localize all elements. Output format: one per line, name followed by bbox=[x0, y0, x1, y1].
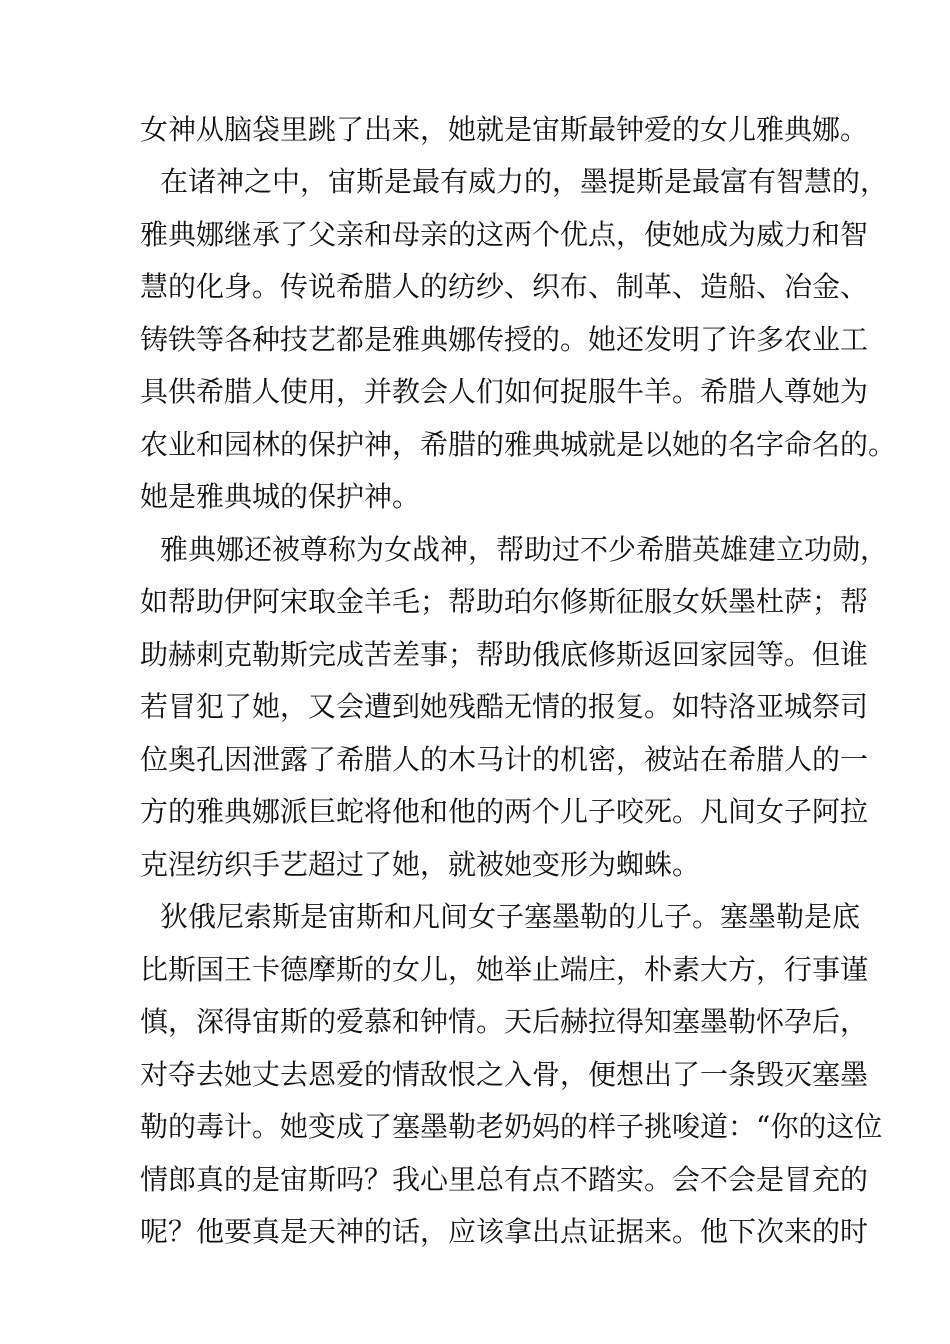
text-line: 勒的毒计。她变成了塞墨勒老奶妈的样子挑唆道：“你的这位 bbox=[140, 1110, 883, 1143]
text-line: 方的雅典娜派巨蛇将他和他的两个儿子咬死。凡间女子阿拉 bbox=[140, 795, 869, 828]
text-line: 农业和园林的保护神，希腊的雅典城就是以她的名字命名的。 bbox=[140, 428, 897, 461]
text-line: 助赫刺克勒斯完成苦差事；帮助俄底修斯返回家园等。但谁 bbox=[140, 638, 869, 671]
text-line: 雅典娜继承了父亲和母亲的这两个优点，使她成为威力和智 bbox=[140, 218, 869, 251]
paragraph-first-line: 雅典娜还被尊称为女战神，帮助过不少希腊英雄建立功勋， bbox=[160, 533, 889, 566]
text-line: 慎，深得宙斯的爱慕和钟情。天后赫拉得知塞墨勒怀孕后， bbox=[140, 1005, 869, 1038]
paragraph-first-line: 在诸神之中，宙斯是最有威力的，墨提斯是最富有智慧的， bbox=[160, 165, 889, 198]
text-line: 如帮助伊阿宋取金羊毛；帮助珀尔修斯征服女妖墨杜萨；帮 bbox=[140, 585, 869, 618]
text-line: 对夺去她丈去恩爱的情敌恨之入骨，便想出了一条毁灭塞墨 bbox=[140, 1058, 869, 1091]
text-line: 具供希腊人使用，并教会人们如何捉服牛羊。希腊人尊她为 bbox=[140, 375, 869, 408]
text-line: 比斯国王卡德摩斯的女儿，她举止端庄，朴素大方，行事谨 bbox=[140, 953, 869, 986]
text-line: 慧的化身。传说希腊人的纺纱、织布、制革、造船、冶金、 bbox=[140, 270, 869, 303]
text-line: 呢？他要真是天神的话，应该拿出点证据来。他下次来的时 bbox=[140, 1215, 869, 1248]
text-line: 情郎真的是宙斯吗？我心里总有点不踏实。会不会是冒充的 bbox=[140, 1163, 869, 1196]
paragraph-first-line: 狄俄尼索斯是宙斯和凡间女子塞墨勒的儿子。塞墨勒是底 bbox=[160, 900, 861, 933]
text-line: 克涅纺织手艺超过了她，就被她变形为蜘蛛。 bbox=[140, 848, 701, 881]
text-line: 若冒犯了她，又会遭到她残酷无情的报复。如特洛亚城祭司 bbox=[140, 690, 869, 723]
text-line: 铸铁等各种技艺都是雅典娜传授的。她还发明了许多农业工 bbox=[140, 323, 869, 356]
text-line: 女神从脑袋里跳了出来，她就是宙斯最钟爱的女儿雅典娜。 bbox=[140, 113, 869, 146]
text-line: 她是雅典城的保护神。 bbox=[140, 480, 421, 513]
text-line: 位奥孔因泄露了希腊人的木马计的机密，被站在希腊人的一 bbox=[140, 743, 869, 776]
